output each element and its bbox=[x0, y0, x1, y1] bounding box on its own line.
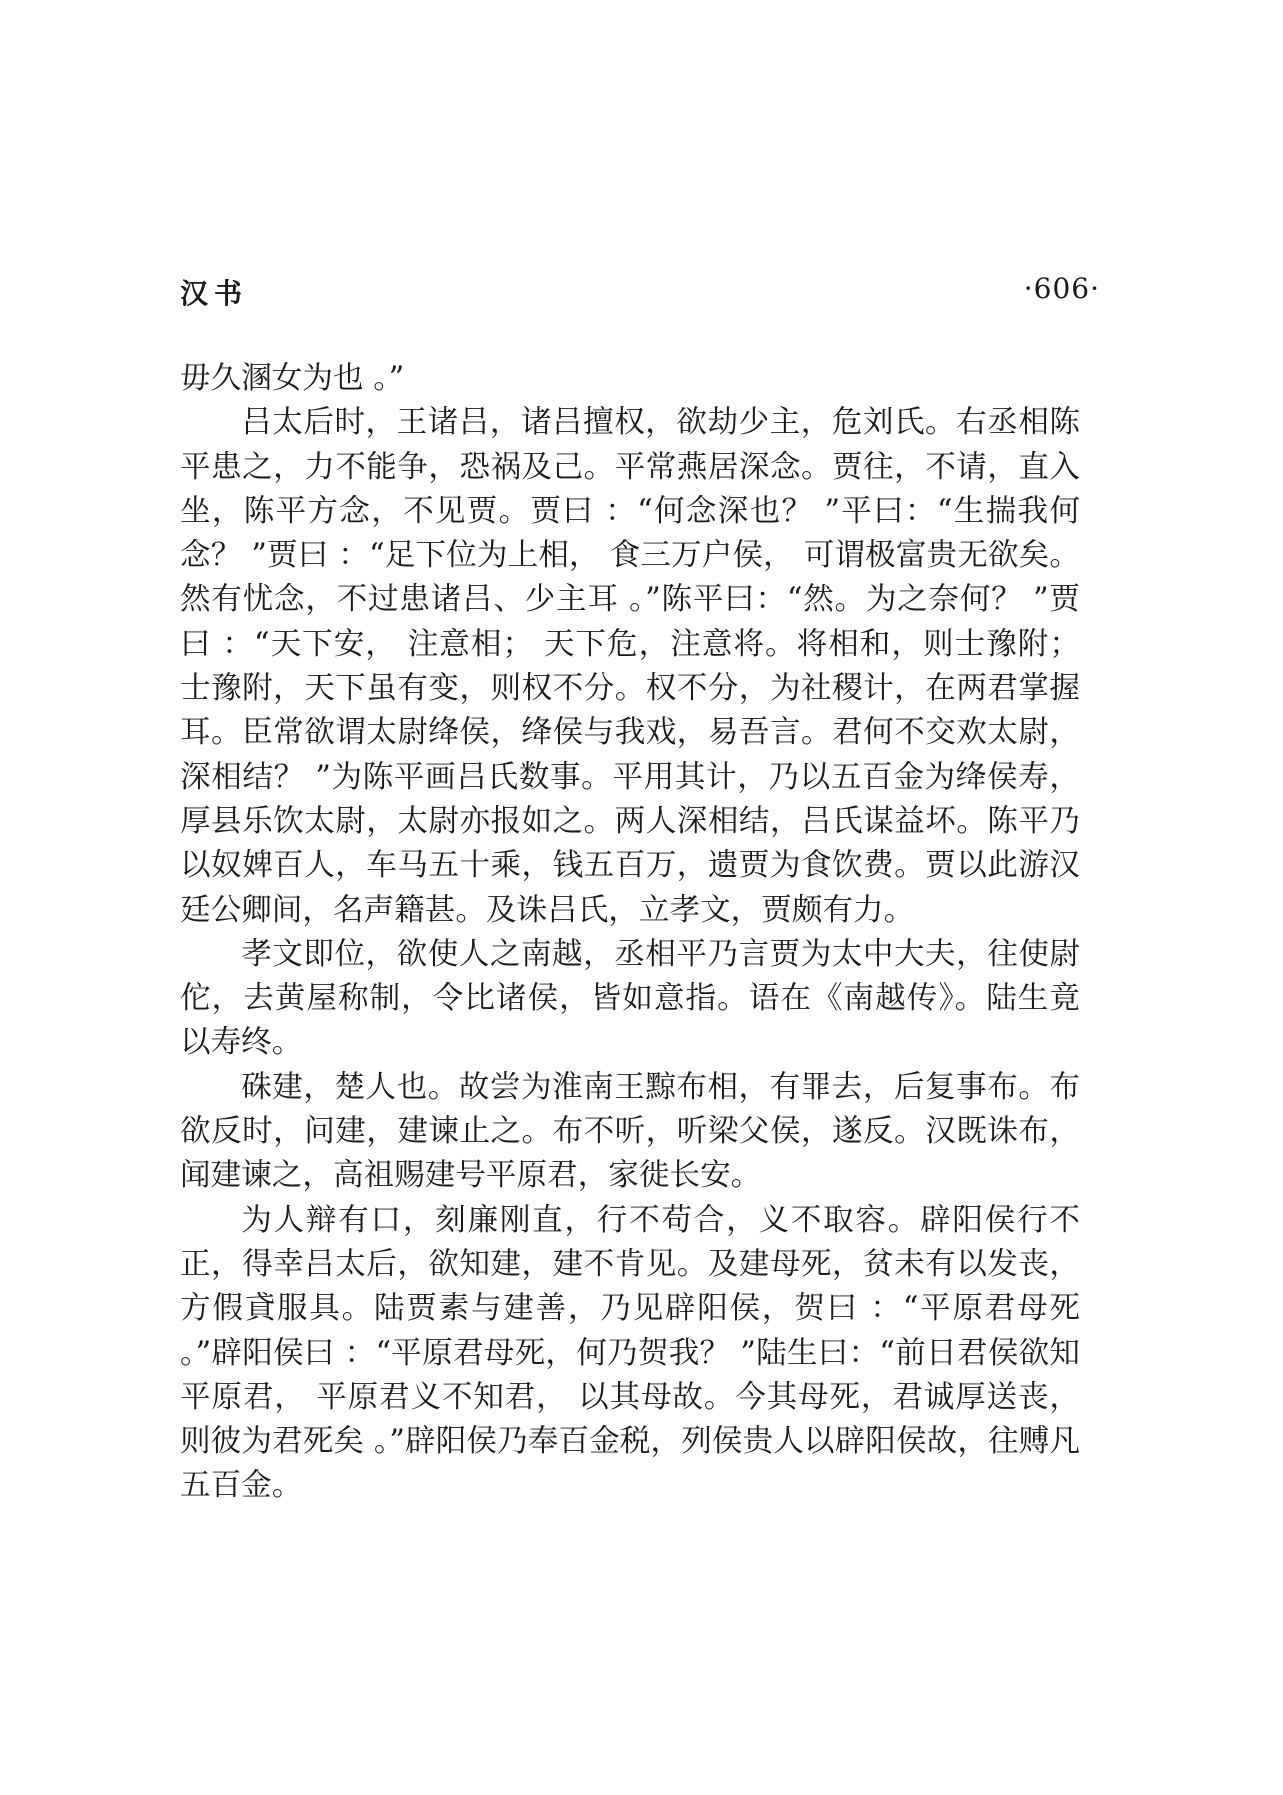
paragraph-continuation: 毋久溷女为也 。” bbox=[180, 361, 405, 396]
paragraph: 为人辩有口，刻廉刚直，行不苟合，义不取容。辟阳侯行不正，得幸吕太后，欲知建，建不肯见。及建母死，贫未有以发丧，方假貣服具。陆贾素与建善，乃见辟阳侯，贺曰 ：“平原君母死 。”辟阳侯曰 ：“平原君母死，何乃贺我？ ”陆生曰：“前日君侯欲知平原君， 平原君义不知君， 以其母故。今其母死，君诚厚送丧，则彼为君死矣 。”辟阳侯乃奉百金税，列侯贵人以辟阳侯故，往赙凡五百金。 bbox=[180, 1202, 1080, 1504]
book-title: 汉书 bbox=[180, 277, 249, 310]
paragraph: 孝文即位，欲使人之南越，丞相平乃言贾为太中大夫，往使尉佗，去黄屋称制，令比诸侯，皆如意指。语在《南越传》。陆生竟以寿终。 bbox=[180, 936, 1080, 1061]
body-text bbox=[180, 357, 1080, 1509]
paragraph: 硃建，楚人也。故尝为淮南王黥布相，有罪去，后复事布。布欲反时，问建，建谏止之。布不听，听梁父侯，遂反。汉既诛布，闻建谏之，高祖赐建号平原君，家徙长安。 bbox=[180, 1069, 1080, 1194]
page-header bbox=[180, 272, 1100, 312]
paragraph: 吕太后时，王诸吕，诸吕擅权，欲劫少主，危刘氏。右丞相陈平患之，力不能争，恐祸及己。平常燕居深念。贾往，不请，直入坐，陈平方念，不见贾。贾曰 ：“何念深也？ ”平曰：“生揣我何念？ ”贾曰 ：“足下位为上相， 食三万户侯， 可谓极富贵无欲矣。然有忧念，不过患诸吕、少主耳 。”陈平曰：“然。为之奈何？ ”贾曰 ：“天下安， 注意相； 天下危，注意将。将相和，则士豫附；士豫附，天下虽有变，则权不分。权不分，为社稷计，在两君掌握耳。臣常欲谓太尉绛侯，绛侯与我戏，易吾言。君何不交欢太尉，深相结？ ”为陈平画吕氏数事。平用其计，乃以五百金为绛侯寿，厚县乐饮太尉，太尉亦报如之。两人深相结，吕氏谋益坏。陈平乃以奴婢百人，车马五十乘，钱五百万，遗贾为食饮费。贾以此游汉廷公卿间，名声籍甚。及诛吕氏，立孝文，贾颇有力。 bbox=[180, 405, 1080, 928]
page-number: ·606· bbox=[1023, 272, 1100, 305]
